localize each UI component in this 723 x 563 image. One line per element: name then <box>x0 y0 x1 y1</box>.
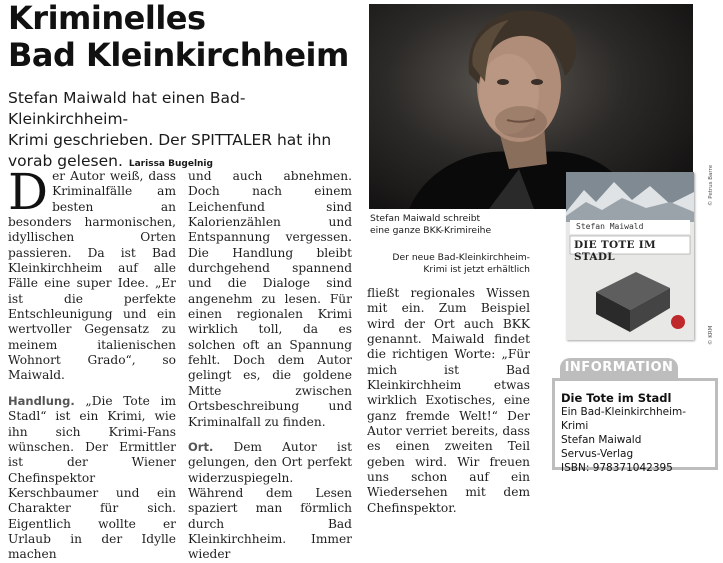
book-credit: © KRM <box>708 325 714 345</box>
info-content <box>561 391 711 475</box>
subhead-line-3: vorab gelesen. Larissa Bugelnig <box>8 152 213 170</box>
column-3-text: fließt regionales Wissen mit ein. Zum Beispiel wird der Ort auch BKK genannt. Maiwald findet die richtigen Worte: „Für mich ist Bad Kleinkirchheim etwas wirklich Exotisches, eine ganz fremde Welt!“ Der Autor verriet bereits, dass es einen zweiten Teil geben wird. Wir freuen uns schon auf ein Wiedersehen mit dem Chefinspektor. <box>367 286 530 515</box>
intro-text: er Autor weiß, dass Kriminalfälle am besten an besonders harmonischen, idyllischen Orten passieren. Da ist Bad Kleinkirchheim auf alle Fälle eine super Idee. „Er ist die perfekte Entschleunigung und ein wertvoller Gegensatz zu meinem italienischen Wohnort Grado“, so Maiwald. <box>8 169 176 383</box>
info-tab-label: INFORMATION <box>564 360 674 375</box>
headline-line-2: Bad Kleinkirchheim <box>8 36 349 74</box>
article-column-2 <box>188 169 352 563</box>
ort-text: Dem Autor ist gelungen, den Ort perfekt widerzuspiegeln. Während dem Lesen spaziert man förmlich durch Bad Kleinkirchheim. Immer wieder <box>188 439 352 562</box>
byline: Larissa Bugelnig <box>128 159 213 169</box>
book-author: Stefan Maiwald <box>576 222 644 231</box>
book-caption-line-2: Krimi ist jetzt erhältlich <box>423 263 530 275</box>
info-title: Die Tote im Stadl <box>561 391 672 405</box>
info-box <box>552 378 718 474</box>
runin-handlung: Handlung. <box>8 393 75 408</box>
photo-caption-line-1: Stefan Maiwald schreibt <box>370 213 481 224</box>
book-title: DIE TOTE IM STADL <box>574 239 656 263</box>
intro-paragraph <box>8 163 176 384</box>
article-column-1 <box>8 163 176 563</box>
column-2-paragraph <box>188 169 352 430</box>
photo-credit: © Petrus Barre <box>708 164 714 206</box>
runin-ort: Ort. <box>188 439 214 454</box>
subhead-line-1: Stefan Maiwald hat einen Bad-Kleinkirchheim- <box>8 89 246 128</box>
info-line-4: ISBN: 978371042395 <box>561 462 673 474</box>
photo-caption-line-2: eine ganze BKK-Krimireihe <box>370 224 492 236</box>
subhead-line-2: Krimi geschrieben. Der SPITTALER hat ihn <box>8 131 332 149</box>
book-caption-line-1: Der neue Bad-Kleinkirchheim- <box>392 252 530 263</box>
ort-paragraph <box>188 440 352 563</box>
info-line-1: Ein Bad-Kleinkirchheim-Krimi <box>561 406 687 432</box>
column-3-paragraph <box>367 286 530 516</box>
handlung-text: „Die Tote im Stadl“ ist ein Krimi, wie ihn sich Krimi-Fans wünschen. Der Ermittler ist der Wiener Chefinspektor Kerschbaumer und ein Charakter für sich. Eigentlich wollte er Urlaub in der Idylle machen <box>8 393 176 562</box>
column-2-text: und auch abnehmen. Doch nach einem Leichenfund sind Kalorienzählen und Entspannung vergessen. Die Handlung bleibt durchgehend spannend und die Dialoge sind angenehm zu lesen. Für einen regionalen Krimi wirklich toll, da es solchen oft an Spannung fehlt. Doch dem Autor gelingt es, die goldene Mitte zwischen Ortsbeschreibung und Kriminalfall zu finden. <box>188 169 352 429</box>
photo-caption <box>370 213 560 236</box>
handlung-paragraph <box>8 394 176 563</box>
subheadline <box>8 88 358 175</box>
book-cover <box>566 172 694 340</box>
info-line-2: Stefan Maiwald <box>561 434 642 446</box>
info-line-3: Servus-Verlag <box>561 448 634 460</box>
headline-line-1: Kriminelles <box>8 0 206 37</box>
drop-cap: D <box>8 163 49 221</box>
book-caption <box>370 252 530 275</box>
info-tab <box>560 358 678 378</box>
headline <box>8 0 358 74</box>
article-column-3 <box>367 286 530 516</box>
